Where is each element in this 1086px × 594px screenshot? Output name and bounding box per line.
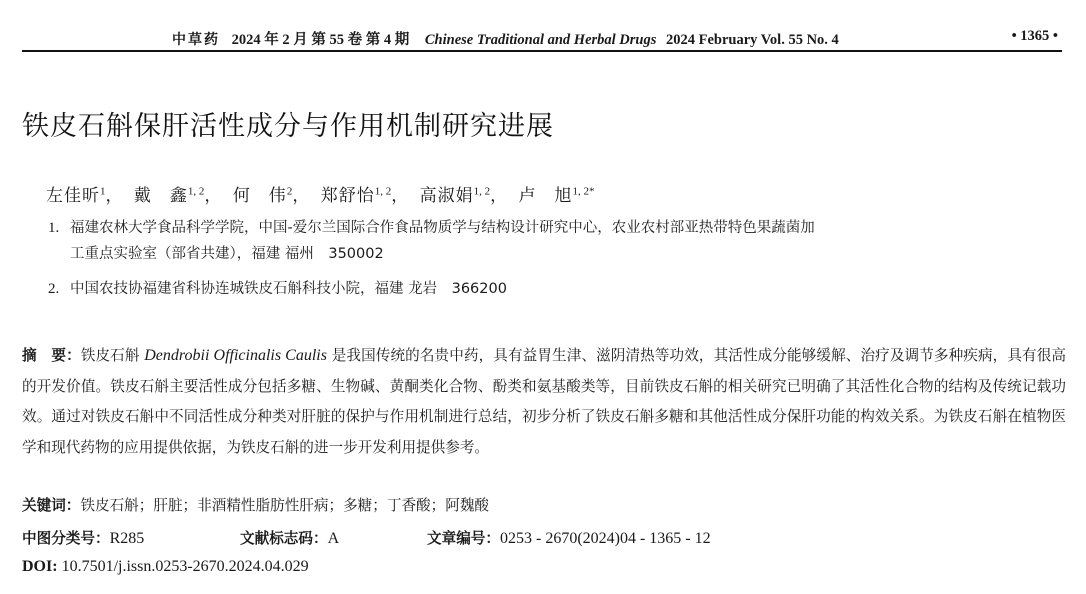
affiliation-number: 1.: [48, 220, 60, 236]
classification-row: [22, 527, 711, 548]
doi-value: 10.7501/j.issn.0253-2670.2024.04.029: [61, 558, 309, 575]
affiliation-number: 2.: [48, 281, 60, 297]
keywords-label: 关键词：: [22, 497, 81, 514]
affiliation-text: 工重点实验室（部省共建），福建 福州 350002: [70, 246, 384, 262]
author: 戴 鑫$^{1, 2}$，: [133, 185, 223, 206]
author: 高淑娟$^{1, 2}$，: [419, 185, 509, 206]
author-list: [46, 181, 599, 206]
clc-code: 中图分类号：R285: [22, 530, 145, 547]
author: 左佳昕$^1$，: [46, 185, 124, 206]
author: 卢 旭$^{1, 2*}$: [518, 185, 595, 206]
latin-name: Dendrobii Officinalis Caulis: [144, 347, 327, 364]
running-header: [22, 24, 1062, 52]
affiliation-text: 中国农技协福建省科协连城铁皮石斛科技小院，福建 龙岩 366200: [70, 281, 507, 297]
keywords-text: 铁皮石斛；肝脏；非酒精性脂肪性肝病；多糖；丁香酸；阿魏酸: [80, 497, 490, 514]
affiliation: [48, 215, 815, 267]
abstract-text: 是我国传统的名贵中药，具有益胃生津、滋阴清热等功效，其活性成分能够缓解、治疗及调节多种疾病，具有很高的开发价值。铁皮石斛主要活性成分包括多糖、生物碱、黄酮类化合物、酚类和氨基酸类等，目前铁皮石斛的相关研究已明确了其活性化合物的结构及传统记载功效。通过对铁皮石斛中不同活性成分种类对肝脏的保护与作用机制进行总结，初步分析了铁皮石斛多糖和其他活性成分保肝功能的构效关系。为铁皮石斛在植物医学和现代药物的应用提供依据，为铁皮石斛的进一步开发利用提供参考。: [22, 347, 1066, 456]
doi: [22, 558, 309, 576]
abstract-label: 摘 要：: [22, 347, 81, 364]
article-number: 文章编号：0253 - 2670(2024)04 - 1365 - 12: [427, 530, 711, 547]
affiliation-text: 福建农林大学食品科学学院，中国-爱尔兰国际合作食品物质学与结构设计研究中心，农业农村部亚热带特色果蔬菌加: [70, 220, 815, 236]
abstract: [22, 341, 1066, 463]
document-code: 文献标志码：A: [240, 530, 340, 547]
keywords: [22, 494, 489, 515]
journal-name-cn: 中草药: [172, 32, 220, 48]
doi-label: DOI:: [22, 558, 58, 575]
journal-name-en: Chinese Traditional and Herbal Drugs: [424, 32, 657, 48]
header-left: [172, 28, 839, 49]
paper-title: 铁皮石斛保肝活性成分与作用机制研究进展: [22, 111, 554, 142]
author: 何 伟$^2$，: [232, 185, 311, 206]
author: 郑舒怡$^{1, 2}$，: [320, 185, 410, 206]
issue-cn: 2024 年 2 月 第 55 卷 第 4 期: [231, 32, 410, 48]
page-number: • 1365 •: [1011, 28, 1058, 44]
affiliation: [48, 276, 507, 302]
abstract-text: 铁皮石斛: [80, 347, 145, 364]
issue-en: 2024 February Vol. 55 No. 4: [666, 32, 839, 48]
